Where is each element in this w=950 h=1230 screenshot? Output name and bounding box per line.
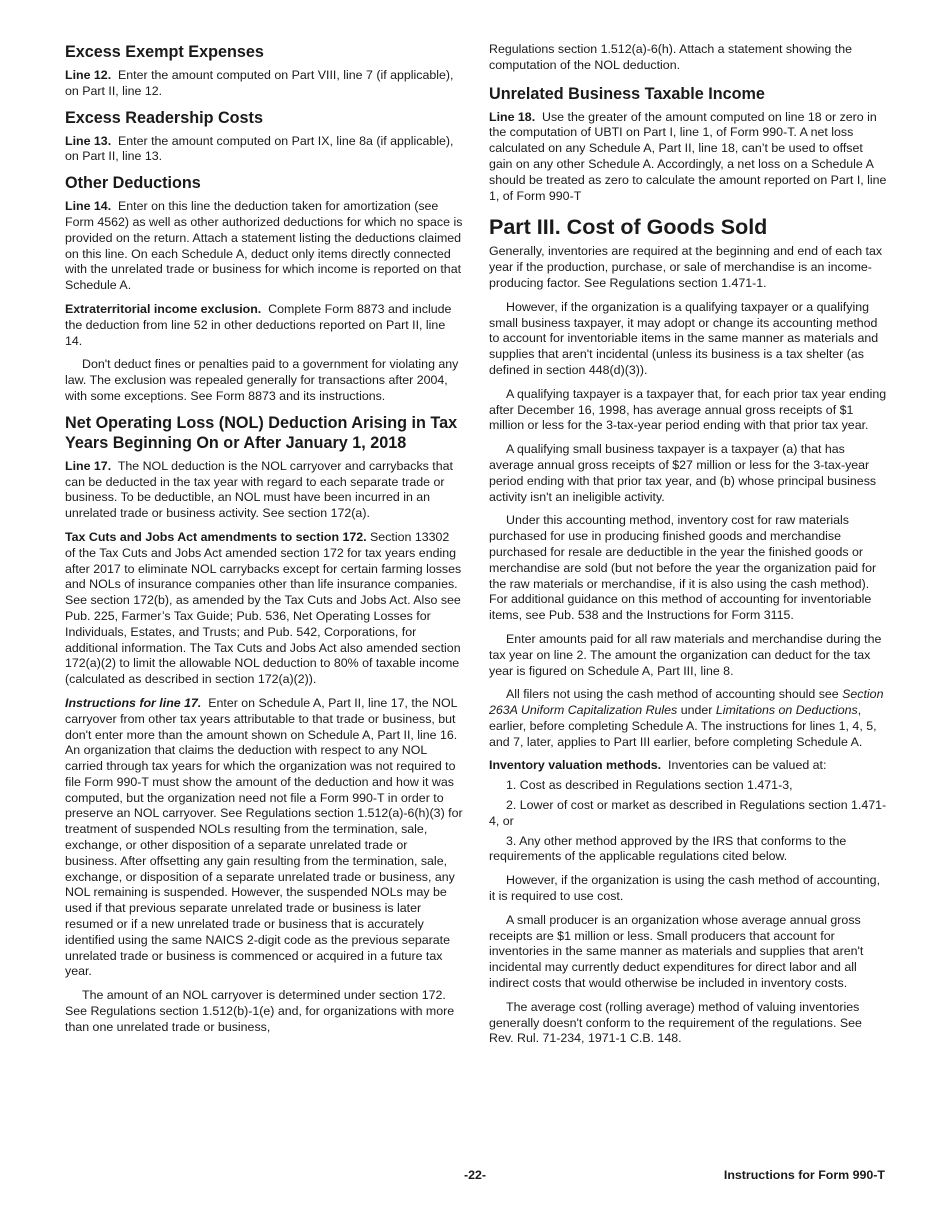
instructions-line17-paragraph [65, 696, 463, 980]
heading-ubti: Unrelated Business Taxable Income [489, 84, 765, 103]
heading-nol-deduction: Net Operating Loss (NOL) Deduction Arising in Tax Years Beginning On or After January 1, 2018 [65, 413, 458, 452]
page-number: -22- [463, 1168, 487, 1182]
cogs-paragraph-7 [489, 687, 887, 750]
heading-part-iii-cost-of-goods-sold: Part III. Cost of Goods Sold [489, 215, 768, 240]
line12-label: Line 12. [65, 68, 112, 82]
instructions-line17-text: Enter on Schedule A, Part II, line 17, the NOL carryover from other tax years attributable to that trade or business, but don't enter more than the amount shown on Schedule A, Part II, line 16. An organization that claims the deduction with respect to any NOL carried through tax years for which the organization was not required to file Form 990-T must show the amount of the deduction and how it was computed, but the organization need not file a Form 990-T in order to preserve an NOL carryover. See Regulations section 1.512(a)-6(h)(3) for treatment of suspended NOLs resulting from the termination, sale, exchange, or other disposition of a separate unrelated trade or business. After offsetting any gain resulting from the termination, sale, exchange, or disposition of a separate unrelated trade or business, any NOL remaining is suspended. However, the suspended NOLs may be used if that previous separate unrelated trade or business is later resumed or if a new unrelated trade or business that is accurately identified using the same NAICS 2-digit code as the previous separate unrelated trade or business is commenced or acquired in a future tax year. [65, 695, 463, 979]
tcja-paragraph [65, 530, 463, 688]
cogs-paragraph-6: Enter amounts paid for all raw materials and merchandise during the tax year on line 2. The amount the organization can deduct for the tax year is figured on Schedule A, Part III, line 8. [489, 631, 882, 678]
extraterritorial-label: Extraterritorial income exclusion. [65, 301, 262, 316]
cogs-paragraph-9: A small producer is an organization whose average annual gross receipts are $1 million or less. Small producers that account for inventories in the same manner as materials and supplies that aren't incidental may currently deduct expenditures for direct labor and all indirect costs that would otherwise be included in inventory costs. [489, 912, 864, 991]
line13-label: Line 13. [65, 133, 112, 148]
line12-paragraph [65, 68, 463, 100]
form-reference: Instructions for Form 990-T [723, 1168, 885, 1182]
tcja-label: Tax Cuts and Jobs Act amendments to section 172. [65, 529, 367, 544]
line17-text: The NOL deduction is the NOL carryover and carrybacks that can be deducted in the tax year with regard to each separate trade or business. To be deductible, an NOL must have been incurred in an unrelated trade or business activity. See section 172(a). [65, 458, 453, 521]
line18-text: Use the greater of the amount computed on line 18 or zero in the computation of UBTI on Part I, line 1, of Form 990-T. A net loss calculated on any Schedule A, Part II, line 18, can’t be used to offset gain on any other Schedule A. Accordingly, a net loss on a Schedule A should be treated as zero to calculate the amount reported on Part I, line 1, of Form 990-T [489, 109, 887, 203]
line17-paragraph [65, 459, 463, 522]
left-column [65, 38, 463, 1036]
extraterritorial-paragraph [65, 302, 463, 349]
instructions-line17-label: Instructions for line 17. [65, 695, 202, 710]
line14-text: Enter on this line the deduction taken for amortization (see Form 4562) as well as other authorized deductions for which no space is provided on the return. Attach a statement listing the deductions claimed on this line. On each Schedule A, deduct only items directly connected with the unrelated trade or business for which income is reported on that Schedule A. [65, 199, 463, 293]
cogs-paragraph-2: However, if the organization is a qualifying taxpayer or a qualifying small business taxpayer, it may adopt or change its accounting method to account for inventoriable items in the same manner as materials and supplies that aren't incidental (unless its business is a tax shelter (as defined in section 448(d)(3)). [489, 299, 879, 377]
line14-label: Line 14. [65, 199, 112, 214]
valuation-list-item-1: 1. Cost as described in Regulations section 1.471-3, [506, 778, 793, 793]
valuation-list-item-3: 3. Any other method approved by the IRS that conforms to the requirements of the applicable regulations cited below. [489, 833, 847, 864]
right-column [489, 38, 887, 1047]
valuation-list-item-2: 2. Lower of cost or market as described in Regulations section 1.471-4, or [489, 798, 887, 828]
continuation-paragraph: Regulations section 1.512(a)-6(h). Attach a statement showing the computation of the NOL deduction. [489, 42, 852, 72]
fines-paragraph: Don't deduct fines or penalties paid to a government for violating any law. The exclusion was repealed generally for transactions after 2004, with some exceptions. See Form 8873 and its instructions. [65, 357, 459, 403]
heading-excess-readership-costs: Excess Readership Costs [65, 108, 263, 127]
cogs-paragraph-4: A qualifying small business taxpayer is a taxpayer (a) that has average annual gross receipts of $27 million or less for the 3-tax-year period ending with that prior tax year, and (b) whose principal business activity isn't an ineligible activity. [489, 442, 877, 504]
line18-paragraph [489, 110, 887, 205]
line13-paragraph [65, 134, 463, 166]
line14-paragraph [65, 199, 463, 294]
line17-label: Line 17. [65, 458, 112, 473]
p7-text-c: , earlier, before completing Schedule A. The instructions for lines 1, 4, 5, and 7, later, applies to Part III earlier, before completing Schedule A. [489, 703, 877, 749]
inventory-valuation-label: Inventory valuation methods. [489, 758, 662, 773]
nol-carryover-paragraph: The amount of an NOL carryover is determined under section 172. See Regulations section 1.512(b)-1(e) and, for organizations with more than one unrelated trade or business, [65, 988, 455, 1034]
cogs-paragraph-3: A qualifying taxpayer is a taxpayer that, for each prior tax year ending after December 16, 1998, has average annual gross receipts of $1 million or less for the 3-tax-year period ending with that prior tax year. [489, 386, 887, 433]
p7-text-a: All filers not using the cash method of accounting should see [506, 687, 843, 702]
line13-text: Enter the amount computed on Part IX, line 8a (if applicable), on Part II, line 13. [65, 133, 454, 164]
p7-text-b: under [677, 703, 716, 718]
line18-label: Line 18. [489, 109, 536, 124]
inventory-valuation-text: Inventories can be valued at: [668, 758, 827, 773]
p7-italic-limitations: Limitations on Deductions [715, 703, 858, 718]
line12-text: Enter the amount computed on Part VIII, line 7 (if applicable), on Part II, line 12. [65, 68, 454, 98]
heading-other-deductions: Other Deductions [65, 174, 201, 193]
cogs-paragraph-10: The average cost (rolling average) method of valuing inventories generally doesn't conform to the requirement of the regulations. See Rev. Rul. 71-234, 1971-1 C.B. 148. [489, 999, 862, 1046]
heading-excess-exempt-expenses: Excess Exempt Expenses [65, 43, 264, 61]
cogs-paragraph-1: Generally, inventories are required at the beginning and end of each tax year if the production, purchase, or sale of merchandise is an income-producing factor. See Regulations section 1.471-1. [489, 244, 883, 290]
cogs-paragraph-8: However, if the organization is using the cash method of accounting, it is required to use cost. [489, 873, 881, 904]
extraterritorial-text: Complete Form 8873 and include the deduction from line 52 in other deductions reported on Part II, line 14. [65, 301, 452, 348]
inventory-valuation-paragraph [489, 758, 887, 774]
cogs-paragraph-5: Under this accounting method, inventory cost for raw materials purchased for use in producing finished goods and merchandise purchased for resale are deductible in the year the finished goods or merchandise are sold (but not before the year the organization paid for the raw materials or merchandise, if it is also using the cash method). For additional guidance on this method of accounting for inventoriable items, see Pub. 538 and the Instructions for Form 3115. [489, 513, 877, 623]
p7-italic-section-263a: Section 263A Uniform Capitalization Rules [489, 687, 884, 718]
tcja-text: Section 13302 of the Tax Cuts and Jobs Act amended section 172 for tax years ending after 2017 to eliminate NOL carrybacks except for certain farming losses and NOLs of insurance companies other than life insurance companies. See section 172(b), as amended by the Tax Cuts and Jobs Act. Also see Pub. 225, Farmer’s Tax Guide; Pub. 536, Net Operating Losses for Individuals, Estates, and Trusts; and Pub. 542, Corporations, for additional information. The Tax Cuts and Jobs Act also amended section 172(a)(2) to limit the allowable NOL deduction to 80% of taxable income (calculated as described in section 172(a)(2)). [65, 529, 462, 687]
